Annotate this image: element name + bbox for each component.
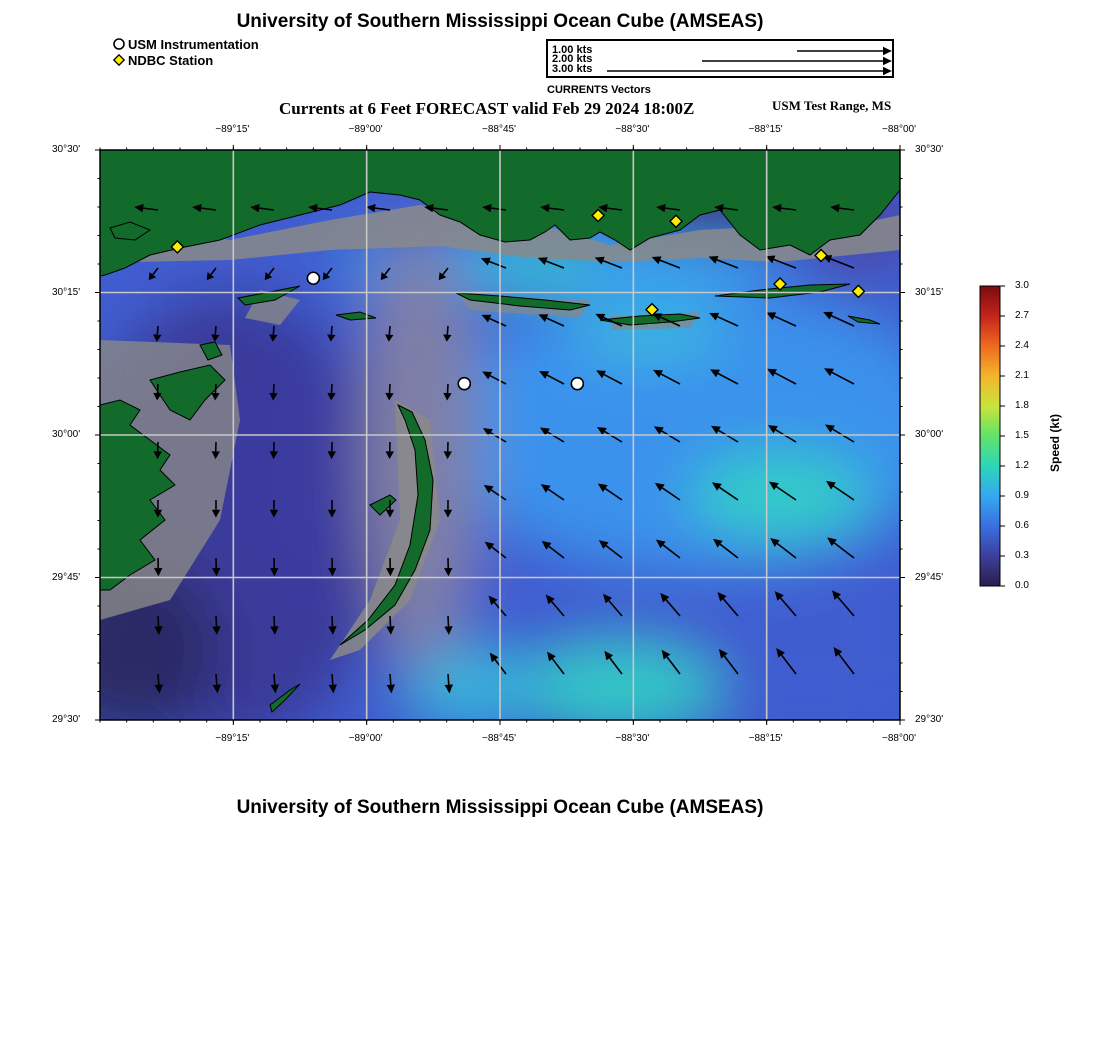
colorbar-ticks bbox=[1000, 286, 1005, 586]
lat-tick-label-right: 29°45' bbox=[915, 571, 944, 583]
lat-tick-label-right: 30°15' bbox=[915, 286, 944, 298]
scale-label-3kt: 3.00 kts bbox=[552, 63, 593, 75]
lon-tick-label-bottom: −89°15' bbox=[215, 733, 250, 744]
colorbar-tick-label: 0.9 bbox=[1015, 490, 1029, 501]
colorbar-tick-label: 0.0 bbox=[1015, 580, 1029, 591]
scale-label-1kt: 1.00 kts bbox=[552, 44, 593, 56]
colorbar bbox=[980, 286, 1000, 586]
colorbar-title: Speed (kt) bbox=[1048, 414, 1062, 473]
colorbar-tick-label: 1.2 bbox=[1015, 460, 1029, 471]
lon-tick-label-bottom: −89°00' bbox=[348, 733, 383, 744]
usm-instrument-marker[interactable] bbox=[571, 378, 583, 390]
lat-tick-label-right: 30°00' bbox=[915, 429, 944, 440]
lon-tick-label-bottom: −88°00' bbox=[882, 733, 916, 744]
colorbar-tick-label: 1.8 bbox=[1015, 400, 1029, 411]
legend-ndbc-label: NDBC Station bbox=[128, 53, 214, 68]
lat-tick-label-left: 30°00' bbox=[52, 429, 81, 440]
lon-tick-label-bottom: −88°30' bbox=[615, 733, 650, 744]
colorbar-tick-label: 2.1 bbox=[1015, 370, 1029, 381]
colorbar-tick-label: 3.0 bbox=[1015, 280, 1029, 291]
lat-tick-label-left: 30°30' bbox=[52, 144, 81, 155]
region-label: USM Test Range, MS bbox=[772, 98, 892, 113]
scale-label-2kt: 2.00 kts bbox=[552, 53, 593, 65]
lat-tick-label-right: 30°30' bbox=[915, 144, 944, 155]
vector-scale-caption: CURRENTS Vectors bbox=[547, 84, 651, 96]
usm-instrument-marker[interactable] bbox=[307, 272, 319, 284]
lon-tick-label-top: −88°45' bbox=[482, 124, 516, 135]
colorbar-tick-label: 0.6 bbox=[1015, 520, 1029, 531]
lon-tick-label-bottom: −88°45' bbox=[482, 733, 516, 744]
lon-tick-label-top: −89°15' bbox=[215, 124, 250, 135]
colorbar-tick-label: 2.7 bbox=[1015, 310, 1029, 321]
lat-tick-label-left: 30°15' bbox=[52, 286, 81, 298]
forecast-subtitle: Currents at 6 Feet FORECAST valid Feb 29 2024 18:00Z bbox=[279, 99, 695, 118]
map-title: University of Southern Mississippi Ocean Cube (AMSEAS) bbox=[236, 11, 764, 32]
lat-tick-label-right: 29°30' bbox=[915, 714, 944, 725]
footer-title: University of Southern Mississippi Ocean Cube (AMSEAS) bbox=[236, 797, 764, 818]
legend-usm-label: USM Instrumentation bbox=[128, 37, 259, 52]
lon-tick-label-top: −88°30' bbox=[615, 124, 650, 135]
colorbar-tick-label: 1.5 bbox=[1015, 430, 1029, 441]
colorbar-tick-label: 2.4 bbox=[1015, 340, 1029, 351]
lat-tick-label-left: 29°30' bbox=[52, 714, 81, 725]
lon-tick-label-top: −89°00' bbox=[348, 124, 383, 135]
lat-tick-label-left: 29°45' bbox=[52, 571, 81, 583]
usm-instrument-marker[interactable] bbox=[458, 378, 470, 390]
colorbar-tick-label: 0.3 bbox=[1015, 550, 1029, 561]
lon-tick-label-top: −88°15' bbox=[748, 124, 783, 135]
lon-tick-label-bottom: −88°15' bbox=[748, 733, 783, 744]
lon-tick-label-top: −88°00' bbox=[882, 124, 916, 135]
